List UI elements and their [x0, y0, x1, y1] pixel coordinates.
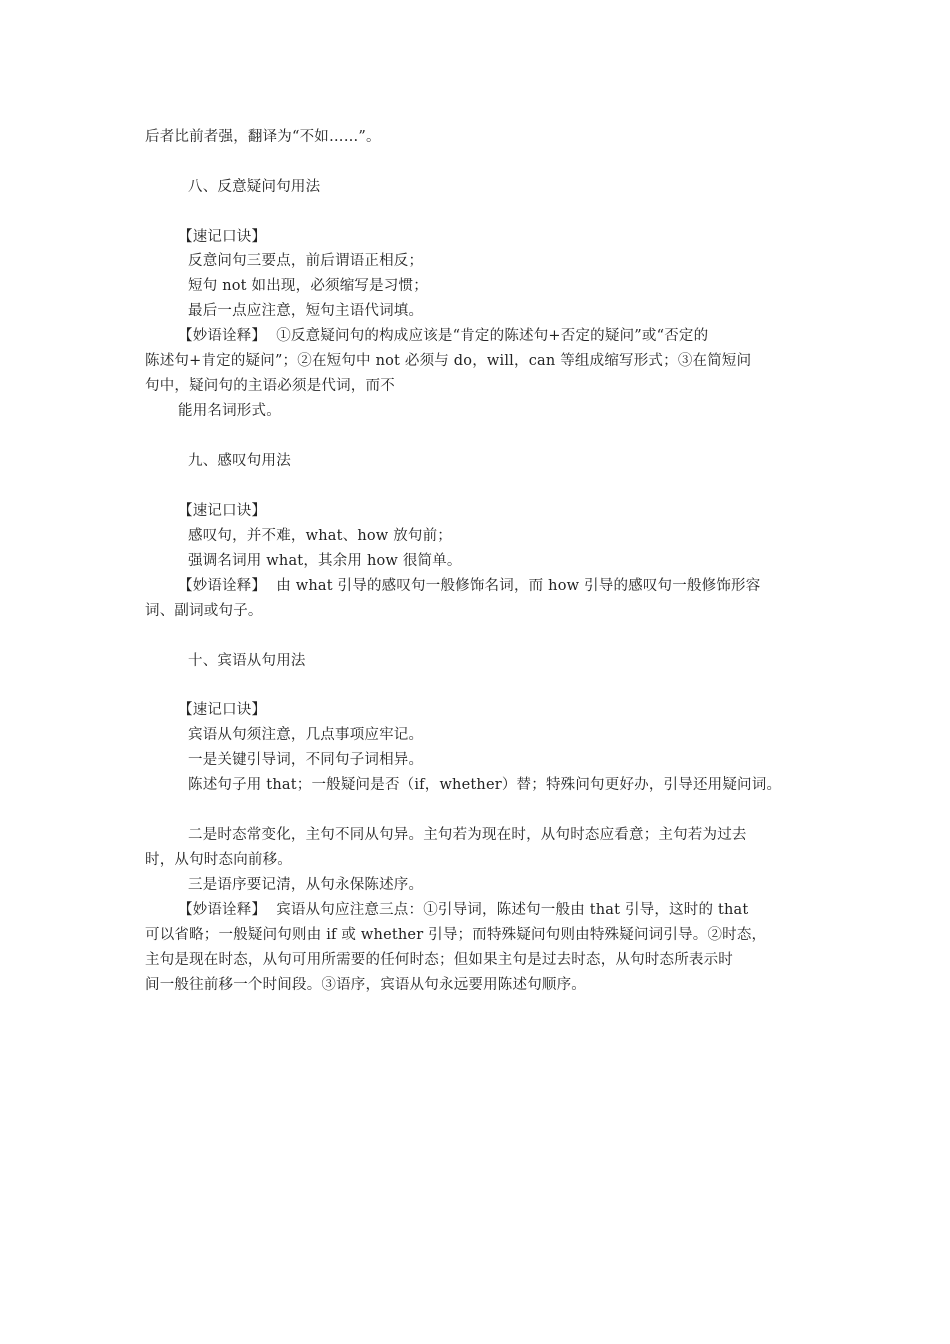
explain-label: 【妙语诠释】	[178, 902, 267, 918]
explain-text: 陈述句+肯定的疑问”；②在短句中 not 必须与 do，will，can 等组成缩写形式；③在简短问	[145, 353, 752, 369]
mnemonic-line: 一是关键引导词，不同句子词相异。	[188, 752, 424, 768]
mnemonic-label: 【速记口诀】	[178, 229, 267, 245]
section-heading-8: 八、反意疑问句用法	[188, 179, 321, 195]
mnemonic-line: 宾语从句须注意，几点事项应牢记。	[188, 727, 424, 743]
explain-text: 可以省略；一般疑问句则由 if 或 whether 引导；而特殊疑问句则由特殊疑问词引导。②时态，	[145, 927, 767, 943]
section-heading-10: 十、宾语从句用法	[188, 653, 306, 669]
explain-text: 宾语从句应注意三点：①引导词，陈述句一般由 that 引导，这时的 that	[276, 902, 749, 918]
explain-paragraph	[178, 326, 708, 346]
mnemonic-line: 三是语序要记清，从句永保陈述序。	[188, 877, 424, 893]
mnemonic-line: 短句 not 如出现，必须缩写是习惯；	[188, 278, 428, 294]
explain-label: 【妙语诠释】	[178, 328, 267, 344]
explain-text: ①反意疑问句的构成应该是“肯定的陈述句+否定的疑问”或“否定的	[276, 328, 709, 344]
explain-label: 【妙语诠释】	[178, 578, 267, 594]
mnemonic-label: 【速记口诀】	[178, 702, 267, 718]
explain-paragraph	[178, 576, 760, 596]
section-heading-9: 九、感叹句用法	[188, 453, 291, 469]
mnemonic-line: 二是时态常变化，主句不同从句异。主句若为现在时，从句时态应看意；主句若为过去	[188, 827, 747, 843]
mnemonic-line: 最后一点应注意，短句主语代词填。	[188, 303, 424, 319]
explain-text: 句中，疑问句的主语必须是代词，而不	[145, 378, 395, 394]
mnemonic-line: 陈述句子用 that；一般疑问是否（if，whether）替；特殊问句更好办，引导还用疑问词。	[188, 777, 782, 793]
explain-text: 能用名词形式。	[178, 403, 281, 419]
explain-paragraph	[178, 900, 748, 920]
explain-text: 由 what 引导的感叹句一般修饰名词，而 how 引导的感叹句一般修饰形容	[276, 578, 761, 594]
mnemonic-line: 反意问句三要点，前后谓语正相反；	[188, 253, 424, 269]
explain-text: 主句是现在时态，从句可用所需要的任何时态；但如果主句是过去时态，从句时态所表示时	[145, 952, 733, 968]
mnemonic-line: 强调名词用 what，其余用 how 很简单。	[188, 553, 462, 569]
mnemonic-label: 【速记口诀】	[178, 503, 267, 519]
mnemonic-line: 时，从句时态向前移。	[145, 852, 292, 868]
explain-text: 词、副词或句子。	[145, 603, 263, 619]
mnemonic-line: 感叹句，并不难，what、how 放句前；	[188, 528, 453, 544]
intro-line: 后者比前者强，翻译为“不如……”。	[145, 129, 381, 145]
explain-text: 间一般往前移一个时间段。③语序，宾语从句永远要用陈述句顺序。	[145, 977, 586, 993]
